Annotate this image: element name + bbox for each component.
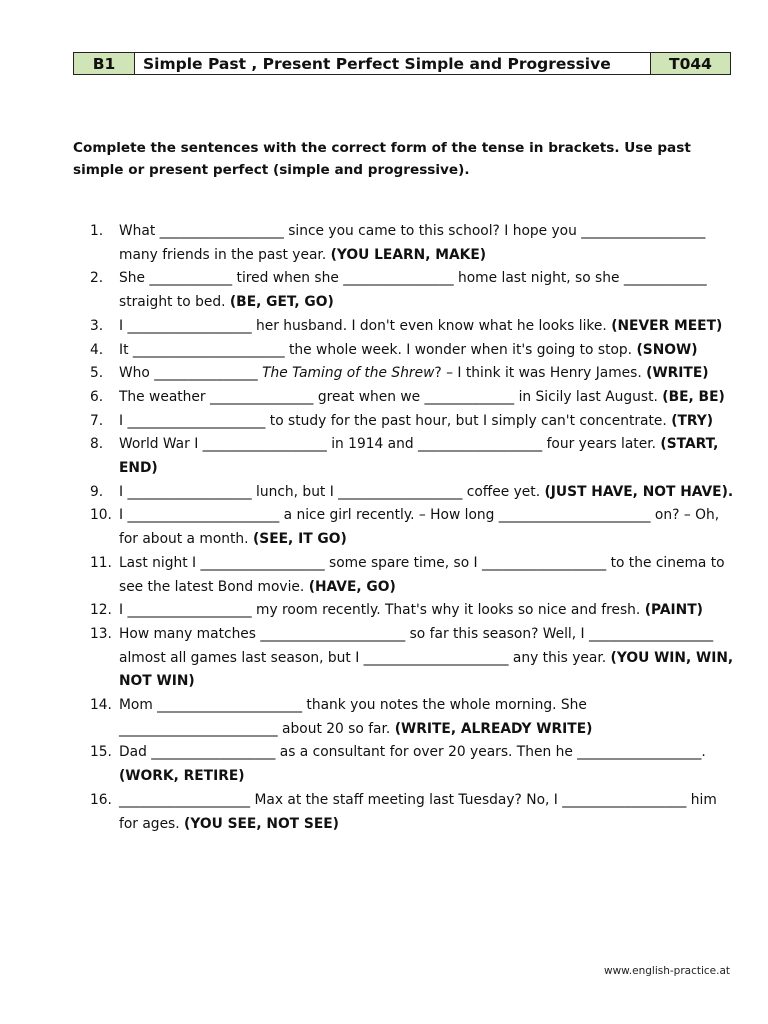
exercise-number: 7. [90, 412, 104, 429]
exercise-hint: (NEVER MEET) [611, 317, 723, 334]
exercise-hint: (START, END) [119, 436, 719, 477]
instructions: Complete the sentences with the correct form of the tense in brackets. Use past simple or present perfect (simple and progressive). [73, 140, 691, 178]
exercise-number: 11. [90, 554, 112, 571]
exercise-item [90, 481, 735, 505]
exercise-hint: (PAINT) [644, 602, 703, 619]
exercise-text: Dad __________________ as a consultant for over 20 years. Then he __________________. [119, 744, 706, 761]
exercise-item [90, 599, 735, 623]
exercise-text: I __________________ lunch, but I __________________ coffee yet. [119, 483, 541, 500]
exercise-item [90, 741, 735, 788]
exercise-text: Last night I __________________ some spare time, so I __________________ to the cinema to see the latest Bond movie. [119, 554, 725, 595]
exercise-number: 2. [90, 270, 104, 287]
exercise-hint: (SEE, IT GO) [252, 531, 347, 548]
exercise-text: I ______________________ a nice girl recently. – How long ______________________ on? – Oh, for about a month. [119, 507, 720, 548]
exercise-text: ___________________ Max at the staff meeting last Tuesday? No, I __________________ him for ages. [119, 791, 717, 832]
exercise-hint: (WORK, RETIRE) [119, 768, 245, 785]
exercise-text: I __________________ her husband. I don't even know what he looks like. [119, 317, 607, 334]
exercise-text: She ____________ tired when she ________________ home last night, so she ____________ straight to bed. [119, 270, 707, 311]
exercise-number: 16. [90, 791, 112, 808]
exercise-item [90, 315, 735, 339]
exercise-hint: (HAVE, GO) [308, 578, 396, 595]
exercise-number: 14. [90, 697, 112, 714]
exercise-text: It ______________________ the whole week. I wonder when it's going to stop. [119, 341, 633, 358]
exercise-hint: (JUST HAVE, NOT HAVE). [544, 483, 734, 500]
exercise-number: 15. [90, 744, 112, 761]
worksheet-header [73, 52, 731, 75]
exercise-number: 8. [90, 436, 104, 453]
exercise-text: Mom _____________________ thank you notes the whole morning. She _______________________ about 20 so far. [119, 697, 587, 737]
exercise-text: I ____________________ to study for the past hour, but I simply can't concentrate. [119, 412, 667, 429]
exercise-number: 12. [90, 602, 112, 619]
exercise-item [90, 267, 735, 314]
exercise-text: World War I __________________ in 1914 and __________________ four years later. [119, 436, 656, 453]
exercise-hint: (BE, BE) [662, 388, 725, 405]
exercise-item [90, 339, 735, 363]
exercise-hint: (BE, GET, GO) [229, 294, 334, 311]
exercise-hint: (WRITE) [646, 365, 709, 382]
exercise-number: 3. [90, 317, 104, 334]
exercise-hint: (TRY) [671, 412, 714, 429]
exercise-text: What __________________ since you came to this school? I hope you __________________ many friends in the past year. [119, 223, 706, 263]
exercise-item [90, 433, 735, 480]
exercise-hint: (SNOW) [636, 341, 698, 358]
exercise-item [90, 552, 735, 599]
exercise-text: How many matches _____________________ so far this season? Well, I __________________ almost all games last season, but I _____________________ any this year. [119, 625, 714, 666]
exercise-number: 9. [90, 483, 104, 500]
exercise-hint: (YOU WIN, WIN, NOT WIN) [119, 649, 734, 690]
exercise-text: I __________________ my room recently. That's why it looks so nice and fresh. [119, 602, 641, 619]
exercise-item [90, 220, 735, 267]
worksheet-title: Simple Past , Present Perfect Simple and Progressive [135, 53, 651, 74]
footer-website: www.english-practice.at [603, 965, 730, 977]
exercise-text: Who _______________ [119, 365, 263, 382]
exercise-text: ? – I think it was Henry James. [434, 365, 642, 382]
exercise-number: 6. [90, 388, 104, 405]
exercise-hint: (WRITE, ALREADY WRITE) [394, 720, 593, 737]
book-title: The Taming of the Shrew [262, 365, 435, 382]
level-badge: B1 [74, 53, 135, 74]
exercise-hint: (YOU SEE, NOT SEE) [184, 815, 339, 832]
exercise-item [90, 410, 735, 434]
exercise-item [90, 694, 735, 741]
exercise-item [90, 504, 735, 551]
exercise-item [90, 386, 735, 410]
exercise-hint: (YOU LEARN, MAKE) [330, 246, 487, 263]
exercise-number: 13. [90, 625, 112, 642]
exercise-number: 4. [90, 341, 104, 358]
exercise-item [90, 623, 735, 694]
worksheet-code: T044 [651, 53, 730, 74]
exercise-item [90, 789, 735, 836]
exercise-number: 10. [90, 507, 112, 524]
exercise-number: 5. [90, 365, 104, 382]
exercise-list [90, 220, 735, 836]
exercise-number: 1. [90, 223, 104, 239]
exercise-text: The weather _______________ great when we _____________ in Sicily last August. [119, 388, 658, 405]
exercise-item [90, 362, 735, 386]
